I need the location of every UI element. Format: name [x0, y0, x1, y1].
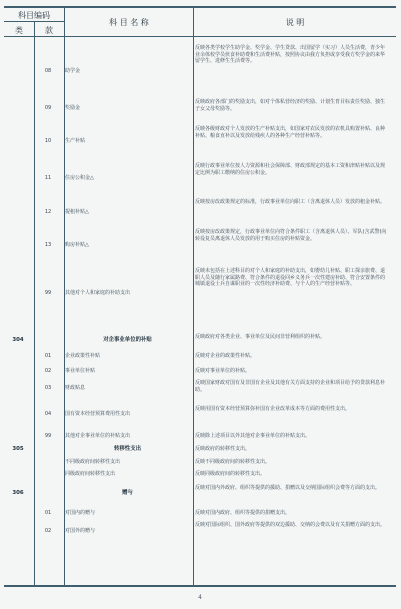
row-item-code: 11	[44, 175, 52, 181]
row-description: 反映对国际组织、国外政府等提供的双边援助、交纳的会费以及有关捐赠方面的支出。	[195, 522, 386, 528]
row-description: 反映各类学校学生助学金、奖学金、学生贷款、出国留学（实习）人员生活费，青少年业余体校学员伙食补助费和生活费补贴，按照协议由我方负担或享受我方奖学金的来华留学生、进修生生活费等。	[195, 45, 386, 64]
row-description: 反映对事业单位的补贴。	[195, 368, 251, 374]
row-subject-name: 其他对个人和家庭的补助支出	[65, 290, 131, 296]
header-subject-name: 科 目 名 称	[109, 18, 149, 27]
row-subject-name: 对国外的赠与	[65, 528, 96, 534]
row-subject-name: 生产补贴	[65, 138, 86, 144]
row-subject-name: 对企事业单位的补贴	[103, 337, 152, 343]
row-item-code: 01	[44, 510, 52, 516]
row-description: 反映对企业的政策性补贴。	[195, 353, 256, 359]
row-description: 反映未包括在上述科目的对个人和家庭的补助支出，如婴幼儿补贴、职工探亲旅费、退职人员及随行家属路费、符合条件的退役回乡义务兵一次性建房补助、符合安置条件的城镇退役士兵自谋职业的一次性经济补助费、与个人的生产经营补贴等。	[195, 268, 386, 287]
row-description: 反映政府的转移性支出。	[195, 446, 251, 452]
row-subject-name: 事业单位补贴	[65, 368, 96, 374]
header-item: 款	[45, 26, 53, 35]
row-subject-name: 提租补贴△	[65, 209, 89, 215]
row-description: 反映不同级政府间的转移性支出。	[195, 459, 271, 465]
row-description: 反映各级财政对个人发放的生产补贴支出，如国家对农民发放的农机具购置补贴、良种补贴、粮食直补以及发放给残疾人的各种生产经营补贴等。	[195, 126, 386, 139]
row-description: 反映政府对各类企业、事业单位及民间非营利组织的补贴。	[195, 334, 326, 340]
row-description: 反映按房改政策规定的标准，行政事业单位向职工（含离退休人员）发放的租金补贴。	[195, 199, 386, 205]
row-subject-name: 住房公积金△	[65, 175, 94, 181]
row-subject-name: 不同级政府间转移性支出	[65, 459, 121, 465]
row-description: 反映政府各部门的奖励支出，如对个体私营经济的奖励、计划生育目标责任奖励、独生子女父母奖励等。	[195, 99, 386, 112]
row-description: 反映除上述项目以外其他对企事业单位的补贴支出。	[195, 433, 311, 439]
header-code-group: 科目编码	[18, 11, 50, 20]
row-subject-name: 财政贴息	[65, 385, 86, 391]
page-number: 4	[198, 594, 202, 601]
row-subject-name: 国有资本经营预算费用性支出	[65, 411, 131, 417]
row-item-code: 13	[44, 242, 52, 248]
row-subject-name: 奖励金	[65, 105, 81, 111]
row-item-code: 99	[44, 290, 52, 296]
row-subject-name: 转移性支出	[114, 446, 141, 452]
row-item-code: 04	[44, 411, 52, 417]
row-item-code: 02	[44, 528, 52, 534]
row-item-code: 99	[44, 433, 52, 439]
table-bottom-border	[4, 585, 396, 587]
row-subject-name: 助学金	[65, 68, 81, 74]
column-divider-name	[193, 6, 194, 585]
row-subject-name: 企业政策性补贴	[65, 353, 101, 359]
row-item-code: 10	[44, 138, 52, 144]
row-class-code: 306	[12, 490, 24, 496]
row-description: 反映同级政府间的转移性支出。	[195, 471, 266, 477]
row-description: 反映国家财政对国有及非国有企业及其他有关方面支持的企业和项目给予的贷款利息补助。	[195, 380, 386, 393]
row-subject-name: 赠与	[122, 490, 133, 496]
row-description: 反映行政事业单位按人力资源和社会保障部、财政部规定的基本工资和津贴补贴以及规定比例为职工缴纳的住房公积金。	[195, 163, 386, 176]
row-item-code: 01	[44, 353, 52, 359]
row-class-code: 304	[12, 337, 24, 343]
row-subject-name: 其他对企事业单位的补贴支出	[65, 433, 131, 439]
row-description: 反映对国内政府、组织等提供的捐赠支出。	[195, 510, 291, 516]
header-description: 说 明	[285, 18, 305, 27]
table-top-border	[4, 6, 396, 8]
row-subject-name: 同级政府间转移性支出	[65, 471, 116, 477]
row-item-code: 12	[44, 209, 52, 215]
row-subject-name: 对国内的赠与	[65, 510, 96, 516]
row-class-code: 305	[12, 446, 24, 452]
row-item-code: 03	[44, 385, 52, 391]
row-item-code: 02	[44, 368, 52, 374]
row-item-code: 09	[44, 105, 52, 111]
row-description: 反映对国内外政府、组织等提供的援助、捐赠以及交纳国际组织会费等方面的支出。	[195, 485, 381, 491]
header-class: 类	[15, 26, 23, 35]
row-subject-name: 购房补贴△	[65, 242, 89, 248]
row-description: 反映按房改政策规定，行政事业单位向符合条件职工（含离退休人员）、军队(含武警)向转役复员离退休人员发放的用于购买住房的补贴资金。	[195, 229, 387, 242]
header-bottom-border	[4, 36, 396, 37]
row-description: 反映用国有资本经营预算弥补国有企业改革成本等方面的费用性支出。	[195, 406, 351, 412]
row-item-code: 08	[44, 68, 52, 74]
